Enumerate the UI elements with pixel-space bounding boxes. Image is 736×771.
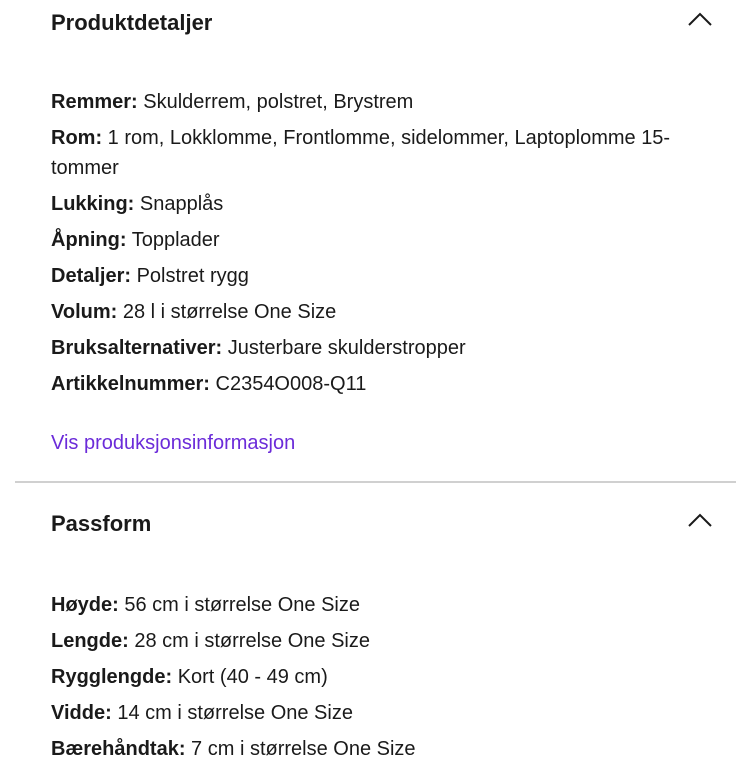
detail-label: Artikkelnummer: bbox=[51, 373, 210, 395]
production-info-link[interactable]: Vis produksjonsinformasjon bbox=[51, 432, 296, 454]
fit-label: Høyde: bbox=[51, 594, 119, 616]
detail-label: Åpning: bbox=[51, 229, 127, 251]
detail-row-artikkelnummer bbox=[51, 369, 711, 399]
product-details-title: Produktdetaljer bbox=[51, 10, 213, 35]
detail-value: C2354O008-Q11 bbox=[215, 373, 367, 395]
chevron-up-icon[interactable] bbox=[686, 511, 714, 529]
fit-value: 7 cm i størrelse One Size bbox=[191, 738, 416, 760]
fit-value: 14 cm i størrelse One Size bbox=[117, 702, 353, 724]
detail-value: Skulderrem, polstret, Brystrem bbox=[143, 91, 414, 113]
detail-row-detaljer bbox=[51, 261, 711, 291]
detail-row-bruksalternativer bbox=[51, 333, 711, 363]
detail-row-remmer bbox=[51, 87, 711, 117]
detail-value: 1 rom, Lokklomme, Frontlomme, sidelommer, Laptoplomme 15-tommer bbox=[51, 127, 671, 179]
fit-label: Bærehåndtak: bbox=[51, 738, 186, 760]
detail-label: Bruksalternativer: bbox=[51, 337, 223, 359]
fit-row-hoyde bbox=[51, 590, 711, 620]
chevron-up-icon[interactable] bbox=[686, 10, 714, 28]
fit-label: Rygglengde: bbox=[51, 666, 173, 688]
fit-value: 56 cm i størrelse One Size bbox=[124, 594, 360, 616]
product-details-header[interactable] bbox=[0, 2, 736, 46]
detail-label: Remmer: bbox=[51, 91, 138, 113]
detail-value: 28 l i størrelse One Size bbox=[122, 301, 337, 323]
detail-row-apning bbox=[51, 225, 711, 255]
fit-value: 28 cm i størrelse One Size bbox=[134, 630, 370, 652]
detail-label: Rom: bbox=[51, 127, 103, 149]
detail-row-lukking bbox=[51, 189, 711, 219]
detail-row-rom bbox=[51, 123, 711, 183]
fit-row-vidde bbox=[51, 698, 711, 728]
detail-value: Topplader bbox=[131, 229, 220, 251]
detail-value: Justerbare skulderstropper bbox=[227, 337, 466, 359]
fit-row-baerehandtak bbox=[51, 734, 711, 764]
product-details-list bbox=[51, 87, 711, 405]
detail-label: Volum: bbox=[51, 301, 118, 323]
detail-row-volum bbox=[51, 297, 711, 327]
fit-row-lengde bbox=[51, 626, 711, 656]
section-divider bbox=[15, 481, 736, 483]
fit-title: Passform bbox=[51, 511, 152, 536]
fit-label: Lengde: bbox=[51, 630, 129, 652]
fit-row-rygglengde bbox=[51, 662, 711, 692]
detail-label: Detaljer: bbox=[51, 265, 132, 287]
fit-label: Vidde: bbox=[51, 702, 112, 724]
detail-value: Snapplås bbox=[139, 193, 224, 215]
fit-value: Kort (40 - 49 cm) bbox=[177, 666, 328, 688]
fit-header[interactable] bbox=[0, 503, 736, 547]
detail-value: Polstret rygg bbox=[136, 265, 249, 287]
detail-label: Lukking: bbox=[51, 193, 135, 215]
fit-list bbox=[51, 590, 711, 770]
